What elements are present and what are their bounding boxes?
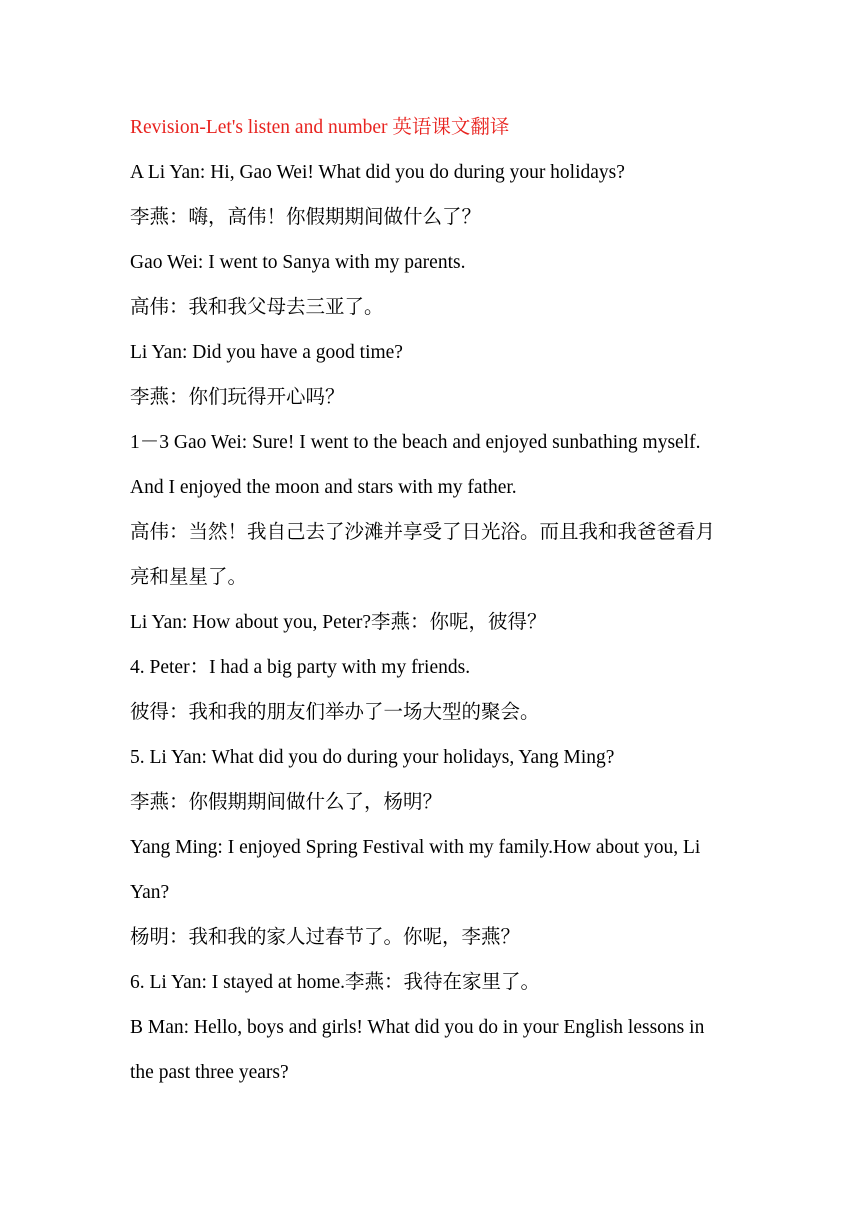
text-line: 李燕：嗨，高伟！你假期期间做什么了？ [130,207,482,228]
text-line: 高伟：当然！我自己去了沙滩并享受了日光浴。而且我和我爸爸看月 [130,522,716,543]
text-line: A Li Yan: Hi, Gao Wei! What did you do during your holidays? [130,162,625,183]
text-line: And I enjoyed the moon and stars with my father. [130,477,517,498]
text-line: 高伟：我和我父母去三亚了。 [130,297,384,318]
text-line: the past three years? [130,1062,289,1083]
text-line: 李燕：你假期期间做什么了，杨明？ [130,792,443,813]
text-line: B Man: Hello, boys and girls! What did you do in your English lessons in [130,1017,705,1038]
text-line: Li Yan: Did you have a good time? [130,342,403,363]
text-line: 1－3 Gao Wei: Sure! I went to the beach and enjoyed sunbathing myself. [130,432,701,453]
document-page [130,112,740,1102]
text-line: 杨明：我和我的家人过春节了。你呢，李燕？ [130,927,521,948]
text-line: Li Yan: How about you, Peter?李燕：你呢，彼得？ [130,612,547,633]
text-line: 4. Peter：I had a big party with my friends. [130,657,471,678]
text-line: Yang Ming: I enjoyed Spring Festival with my family.How about you, Li [130,837,701,858]
document-title: Revision-Let's listen and number 英语课文翻译 [130,117,510,138]
text-line: 6. Li Yan: I stayed at home.李燕：我待在家里了。 [130,972,541,993]
text-line: 李燕：你们玩得开心吗？ [130,387,345,408]
text-line: Gao Wei: I went to Sanya with my parents. [130,252,466,273]
text-line: Yan? [130,882,170,903]
text-line: 彼得：我和我的朋友们举办了一场大型的聚会。 [130,702,540,723]
text-line: 亮和星星了。 [130,567,248,588]
text-line: 5. Li Yan: What did you do during your holidays, Yang Ming? [130,747,615,768]
